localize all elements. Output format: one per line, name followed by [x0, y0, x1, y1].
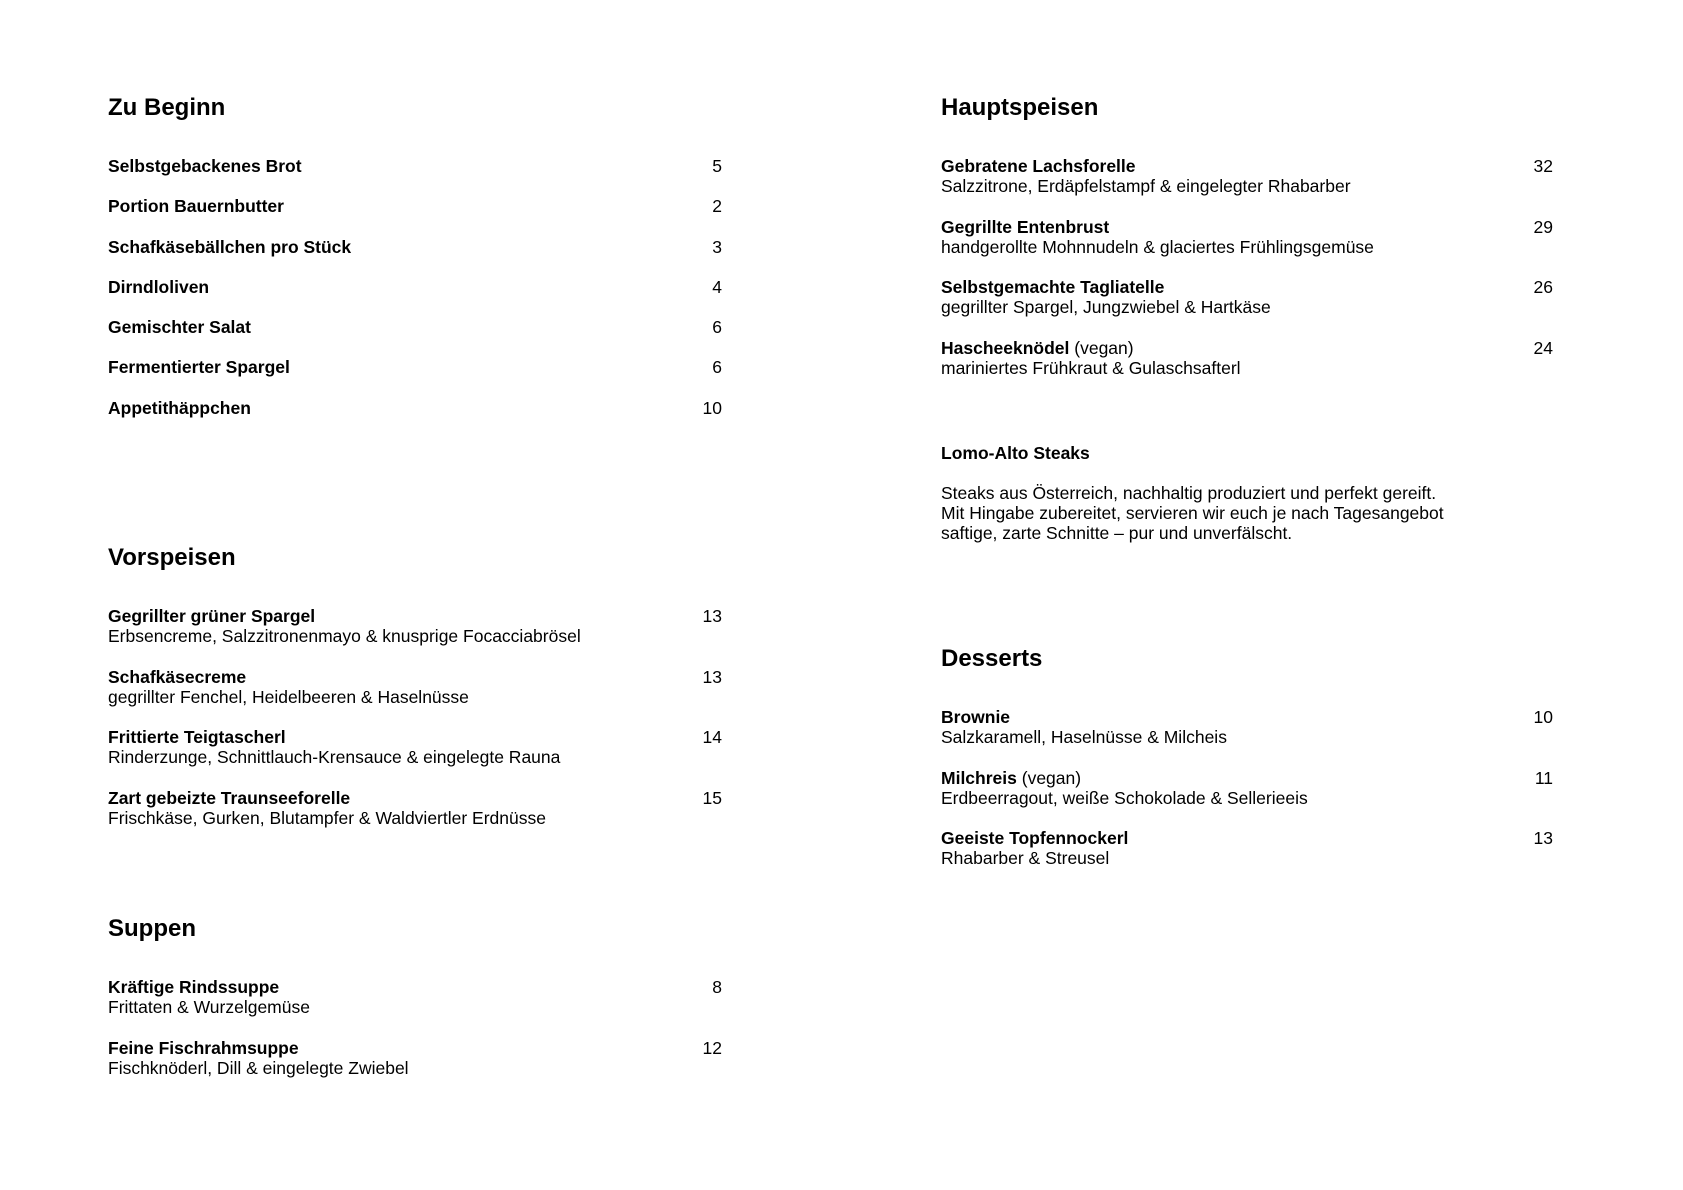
menu-item [108, 317, 722, 357]
item-price: 6 [712, 317, 722, 338]
item-price: 2 [712, 196, 722, 217]
item-price: 10 [702, 397, 722, 418]
item-price: 13 [702, 606, 722, 626]
item-price: 32 [1533, 156, 1553, 176]
menu-list [108, 977, 722, 1098]
item-name: Gemischter Salat [108, 317, 251, 338]
menu-item [108, 727, 722, 788]
steaks-line: saftige, zarte Schnitte – pur und unverfälscht. [941, 523, 1293, 543]
item-name-text: Milchreis [941, 767, 1017, 788]
menu-item [108, 196, 722, 236]
item-name: Fermentierter Spargel [108, 357, 290, 378]
item-price: 24 [1533, 337, 1553, 358]
menu-list [941, 707, 1553, 889]
steaks-line: Steaks aus Österreich, nachhaltig produziert und perfekt gereift. [941, 483, 1437, 503]
item-name [941, 277, 1553, 297]
item-description: Rinderzunge, Schnittlauch-Krensauce & eingelegte Rauna [108, 747, 561, 767]
item-price: 14 [702, 727, 722, 747]
item-name [941, 707, 1553, 727]
item-description: handgerollte Mohnnudeln & glaciertes Frühlingsgemüse [941, 236, 1374, 257]
item-name [941, 828, 1553, 848]
item-price: 13 [702, 666, 722, 687]
menu-item [108, 788, 722, 849]
item-description: Salzkaramell, Haselnüsse & Milcheis [941, 727, 1227, 747]
item-note: (vegan) [1016, 767, 1082, 788]
item-description: gegrillter Fenchel, Heidelbeeren & Haselnüsse [108, 686, 469, 707]
item-price: 26 [1533, 277, 1553, 297]
menu-item [108, 357, 722, 397]
item-description: Frischkäse, Gurken, Blutampfer & Waldviertler Erdnüsse [108, 807, 546, 828]
menu-item [941, 217, 1553, 278]
menu-list [108, 156, 722, 438]
menu-item [941, 828, 1553, 889]
item-name [941, 217, 1553, 237]
menu-item [108, 667, 722, 728]
item-description: Rhabarber & Streusel [941, 848, 1110, 868]
steaks-description [941, 483, 1444, 543]
item-price: 3 [712, 236, 722, 257]
item-name: Schafkäsebällchen pro Stück [108, 236, 352, 257]
section-title: Vorspeisen [108, 544, 236, 571]
menu-list [941, 156, 1553, 398]
menu-item [941, 156, 1553, 217]
item-description: gegrillter Spargel, Jungzwiebel & Hartkäse [941, 297, 1271, 317]
item-name: Schafkäsecreme [108, 666, 247, 687]
menu-item [108, 237, 722, 277]
item-name [941, 768, 1553, 788]
item-description: Erdbeerragout, weiße Schokolade & Sellerieeis [941, 787, 1308, 808]
item-name-text: Selbstgemachte Tagliatelle [941, 277, 1165, 297]
item-note: (vegan) [1069, 337, 1134, 358]
item-name: Kräftige Rindssuppe [108, 977, 280, 997]
menu-item [941, 277, 1553, 338]
item-name: Appetithäppchen [108, 397, 251, 418]
menu-item [108, 1038, 722, 1099]
item-name [941, 338, 1553, 358]
menu-item [108, 398, 722, 438]
item-price: 29 [1533, 216, 1553, 237]
section-title: Hauptspeisen [941, 94, 1099, 121]
item-name: Gegrillter grüner Spargel [108, 606, 316, 626]
item-price: 13 [1533, 828, 1553, 848]
item-description: Erbsencreme, Salzzitronenmayo & knusprige Focacciabrösel [108, 626, 581, 646]
item-name-text: Geeiste Topfennockerl [941, 828, 1129, 848]
menu-item [108, 277, 722, 317]
menu-item [108, 606, 722, 667]
item-price: 12 [702, 1037, 722, 1058]
item-price: 10 [1533, 707, 1553, 727]
menu-item [108, 977, 722, 1038]
item-description: mariniertes Frühkraut & Gulaschsafterl [941, 357, 1241, 378]
item-price: 15 [702, 787, 722, 808]
item-name: Frittierte Teigtascherl [108, 727, 286, 747]
section-title: Desserts [941, 645, 1043, 672]
item-description: Fischknöderl, Dill & eingelegte Zwiebel [108, 1057, 409, 1078]
menu-item [941, 768, 1553, 829]
item-price: 4 [712, 276, 722, 297]
item-price: 6 [712, 357, 722, 378]
menu-list [108, 606, 722, 848]
item-name: Dirndloliven [108, 276, 210, 297]
section-title: Suppen [108, 915, 196, 942]
item-description: Salzzitrone, Erdäpfelstampf & eingelegter Rhabarber [941, 176, 1351, 196]
item-name: Selbstgebackenes Brot [108, 156, 302, 176]
item-name-text: Gebratene Lachsforelle [941, 156, 1136, 176]
item-price: 11 [1534, 767, 1553, 788]
item-name-text: Gegrillte Entenbrust [941, 216, 1110, 237]
section-title: Zu Beginn [108, 94, 226, 121]
item-description: Frittaten & Wurzelgemüse [108, 997, 310, 1017]
menu-item [941, 707, 1553, 768]
item-name: Feine Fischrahmsuppe [108, 1037, 299, 1058]
steaks-line: Mit Hingabe zubereitet, servieren wir euch je nach Tagesangebot [941, 503, 1444, 523]
item-name: Zart gebeizte Traunseeforelle [108, 787, 351, 808]
item-price: 8 [712, 977, 722, 997]
item-name [941, 156, 1553, 176]
item-name-text: Brownie [941, 707, 1011, 727]
item-price: 5 [712, 156, 722, 176]
item-name-text: Hascheeknödel [941, 337, 1070, 358]
steaks-title: Lomo-Alto Steaks [941, 443, 1090, 463]
menu-item [108, 156, 722, 196]
menu-item [941, 338, 1553, 399]
item-name: Portion Bauernbutter [108, 196, 284, 217]
